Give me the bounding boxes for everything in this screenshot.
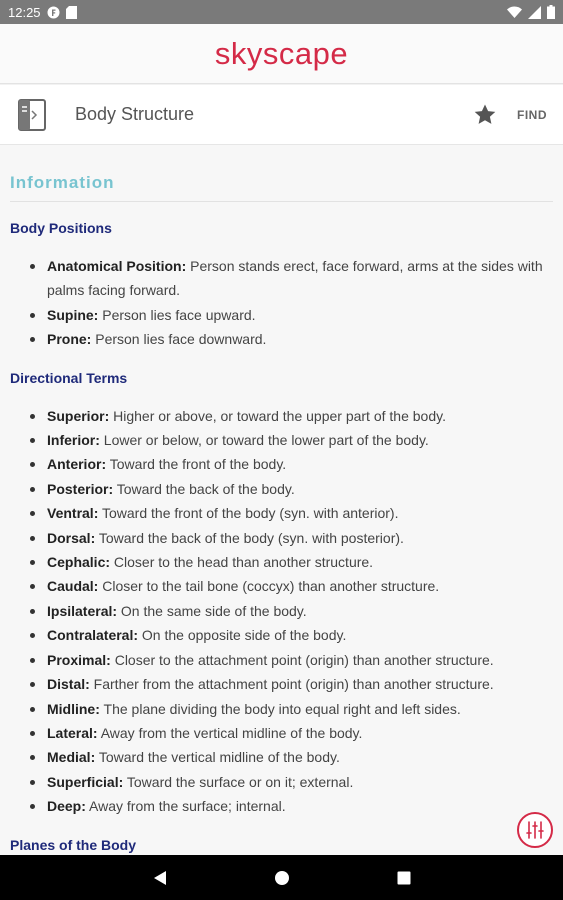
battery-icon	[547, 5, 555, 19]
list-item	[30, 697, 553, 721]
term-description: Closer to the attachment point (origin) than another structure.	[110, 651, 494, 668]
section-directional-terms	[10, 370, 553, 819]
term-description: Toward the vertical midline of the body.	[95, 749, 340, 766]
page-title: Body Structure	[75, 104, 195, 124]
term-description: Closer to the head than another structure.	[110, 554, 374, 571]
term: Supine:	[47, 306, 99, 323]
term-description: Away from the vertical midline of the body.	[97, 724, 363, 741]
list-item	[30, 404, 553, 428]
term-description: Lower or below, or toward the lower part of the body.	[99, 432, 429, 449]
term-description: Toward the back of the body (syn. with posterior).	[95, 529, 404, 546]
toolbar	[0, 85, 563, 145]
list-item	[30, 303, 553, 327]
list-item	[30, 550, 553, 574]
list-item	[30, 477, 553, 501]
list-item	[30, 745, 553, 769]
navigation-bar	[0, 855, 563, 900]
term-description: Farther from the attachment point (origin) than another structure.	[89, 676, 494, 693]
term: Anterior:	[47, 456, 107, 473]
section-body-positions	[10, 220, 553, 352]
section-planes-of-the-body	[10, 837, 553, 853]
sd-card-icon	[66, 6, 77, 19]
term: Distal:	[47, 676, 90, 693]
list-item	[30, 672, 553, 696]
term-description: Higher or above, or toward the upper part of the body.	[109, 407, 446, 424]
content-area[interactable]	[0, 145, 563, 855]
term-description: On the same side of the body.	[117, 602, 307, 619]
signal-icon	[528, 6, 541, 19]
term: Inferior:	[47, 432, 100, 449]
list-item	[30, 254, 553, 303]
list-item	[30, 526, 553, 550]
term-description: Away from the surface; internal.	[85, 798, 286, 815]
term: Ipsilateral:	[47, 602, 118, 619]
term-description: On the opposite side of the body.	[138, 627, 347, 644]
list-item	[30, 599, 553, 623]
term: Superficial:	[47, 773, 124, 790]
app-header	[0, 24, 563, 84]
term: Medial:	[47, 749, 96, 766]
list-item	[30, 794, 553, 818]
list-item	[30, 770, 553, 794]
wifi-icon	[507, 6, 522, 18]
status-left	[8, 5, 77, 20]
section-heading: Directional Terms	[10, 369, 128, 386]
section-heading: Body Positions	[10, 220, 112, 236]
list-item	[30, 648, 553, 672]
term: Anatomical Position:	[47, 258, 187, 274]
home-icon[interactable]	[270, 866, 294, 890]
list-item	[30, 721, 553, 745]
term: Superior:	[47, 407, 110, 424]
info-heading: Information	[10, 173, 553, 202]
star-icon[interactable]	[473, 103, 497, 127]
term: Dorsal:	[47, 529, 96, 546]
term-description: Toward the front of the body (syn. with anterior).	[98, 505, 399, 522]
term-description: Person lies face upward.	[98, 306, 256, 323]
term: Posterior:	[47, 480, 114, 497]
status-bar	[0, 0, 563, 24]
term: Deep:	[47, 798, 86, 815]
find-button[interactable]: FIND	[517, 107, 547, 122]
term-description: Toward the surface or on it; external.	[123, 773, 354, 790]
term: Prone:	[47, 331, 92, 348]
term: Cephalic:	[47, 554, 111, 571]
term-description: Toward the back of the body.	[113, 480, 295, 497]
term: Proximal:	[47, 651, 111, 668]
term: Ventral:	[47, 505, 99, 522]
list-item	[30, 501, 553, 525]
list-item	[30, 623, 553, 647]
list-item	[30, 428, 553, 452]
recents-icon[interactable]	[392, 866, 416, 890]
term: Lateral:	[47, 724, 98, 741]
term-description: Toward the front of the body.	[106, 456, 287, 473]
skyscape-logo: skyscape	[214, 35, 349, 71]
list-item	[30, 452, 553, 476]
term-description: Closer to the tail bone (coccyx) than another structure.	[98, 578, 440, 595]
term-description: Person lies face downward.	[91, 331, 267, 348]
term: Midline:	[47, 700, 100, 717]
settings-fab[interactable]	[517, 812, 553, 848]
book-icon[interactable]	[16, 99, 48, 131]
back-icon[interactable]	[148, 866, 172, 890]
list-item	[30, 327, 553, 351]
term: Caudal:	[47, 578, 99, 595]
status-right	[507, 5, 555, 19]
section-heading: Planes of the Body	[10, 836, 137, 853]
list-item	[30, 574, 553, 598]
term: Contralateral:	[47, 627, 139, 644]
settings-sliders-icon	[525, 820, 545, 840]
term-description: Person stands erect, face forward, arms at the sides with palms facing forward.	[47, 258, 543, 299]
status-time: 12:25	[8, 4, 41, 20]
term-list	[10, 254, 553, 352]
term-description: The plane dividing the body into equal right and left sides.	[99, 700, 461, 717]
notification-f-icon	[47, 6, 60, 19]
term-list	[10, 404, 553, 819]
